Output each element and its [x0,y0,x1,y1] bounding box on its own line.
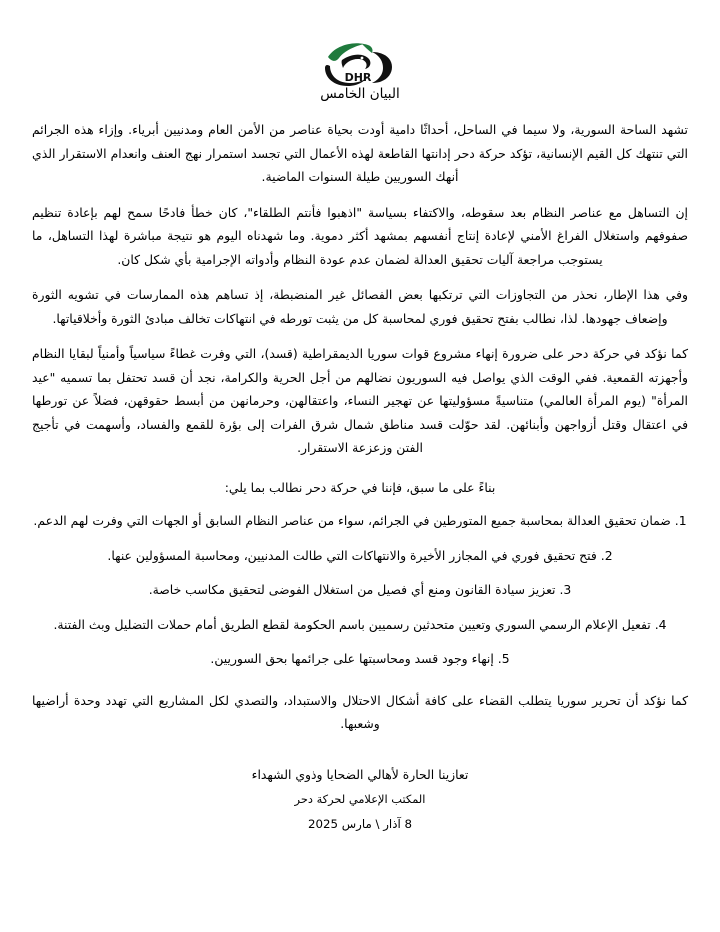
demand-item-5 [28,647,692,671]
demand-number-5: 5. [497,651,510,666]
demands-lead-in: بناءً على ما سبق، فإننا في حركة دحر نطالب بما يلي: [224,479,496,495]
demand-text-1: ضمان تحقيق العدالة بمحاسبة جميع المتورطين في الجرائم، سواء من عناصر النظام السابق أو الجهات التي وفرت لهم الدعم. [33,513,671,528]
demand-text-4: تفعيل الإعلام الرسمي السوري وتعيين متحدثين رسميين باسم الحكومة لقطع الطريق أمام حملات التضليل وبث الفتنة. [53,616,651,632]
demand-item-3 [28,578,692,602]
paragraph-4: كما نؤكد في حركة دحر على ضرورة إنهاء مشروع قوات سوريا الديمقراطية (قسد)، التي وفرت غطاءً سياسياً وأمنياً لبقايا النظام وأجهزته القمعية. ففي الوقت الذي يواصل فيه السوريون نضالهم من أجل الحرية والكرامة، نجد أن قسد تحتفل بما تسميه "عيد المرأة" (يوم المرأة العالمي) متناسيةً مسؤوليتها عن تهجير النساء، واعتقالهن، وحرمانهن من أبسط حقوقهن، فضلاً عن تورطها في اعتقال وقتل أزواجهن وأبنائهن. لقد حوّلت قسد مناطق شمال شرق الفرات إلى بؤرة للقمع والفساد، وأسهمت في تأجيج الفتن وزعزعة الاستقرار. [32,346,688,455]
demand-number-3: 3. [559,582,572,597]
demand-number-4: 4. [654,616,667,632]
logo-green-tip [362,44,373,53]
signature-block [28,762,692,837]
demand-item-1 [28,509,692,533]
closing-paragraph: كما نؤكد أن تحرير سوريا يتطلب القضاء على كافة أشكال الاحتلال والاستبداد، والتصدي لكل المشاريع التي تهدد وحدة أراضيها وشعبها. [32,692,688,731]
demand-text-5: إنهاء وجود قسد ومحاسبتها على جرائمها بحق السوريين. [210,651,494,666]
paragraph-3: وفي هذا الإطار، نحذر من التجاوزات التي ترتكبها بعض الفصائل غير المنضبطة، إذ تساهم هذه الممارسات في تشويه الثورة وإضعاف جهودها. لذا، نطالب بفتح تحقيق فوري لمحاسبة كل من يثبت تورطه في انتهاكات تخالف مبادئ الثورة وأخلاقياتها. [32,287,688,326]
demand-item-2 [28,544,692,568]
paragraph-2: إن التساهل مع عناصر النظام بعد سقوطه، والاكتفاء بسياسة "اذهبوا فأنتم الطلقاء"، كان خطأ فادحًا سمح لهم بإعادة تنظيم صفوفهم واستغلال الفراغ الأمني لإعادة إنتاج أنفسهم بمشهد أكثر دموية. وما شهدناه اليوم هو نتيجة مباشرة لهذا التساهل، ما يستوجب مراجعة آليات تحقيق العدالة لضمان عدم عودة النظام وأدواته الإجرامية بأي شكل كان. [32,204,688,267]
statement-date: 8 آذار \ مارس 2025 [307,816,413,831]
dhr-logo [312,38,408,96]
logo-wordmark: DHR [344,71,372,84]
demands-list [28,509,692,671]
condolences-line: تعازينا الحارة لأهالي الضحايا وذوي الشهداء [251,766,469,782]
demand-number-1: 1. [674,513,687,528]
issuing-office: المكتب الإعلامي لحركة دحر [294,791,426,806]
logo-container [28,0,692,84]
demand-text-3: تعزيز سيادة القانون ومنع أي فصيل من استغلال الفوضى لتحقيق مكاسب خاصة. [148,582,556,597]
logo-black-arc [342,55,371,69]
demand-number-2: 2. [600,547,613,563]
page-title: البيان الخامس [320,86,400,102]
demand-text-2: فتح تحقيق فوري في المجازر الأخيرة والانتهاكات التي طالت المدنيين، ومحاسبة المسؤولين عنها. [107,547,597,563]
paragraph-1: تشهد الساحة السورية، ولا سيما في الساحل، أحداثًا دامية أودت بحياة عناصر من الأمن العام ومدنيين أبرياء. وإزاء هذه الجرائم التي تنتهك كل القيم الإنسانية، تؤكد حركة دحر إدانتها القاطعة لهذه الأعمال التي تجسد استمرار نهج العنف وانعدام الاستقرار الذي أنهك السوريين طيلة السنوات الماضية. [32,122,688,184]
demand-item-4 [28,613,692,637]
logo-eye-dot [361,57,364,60]
body-text [28,118,692,736]
logo-black-hook [372,52,392,83]
